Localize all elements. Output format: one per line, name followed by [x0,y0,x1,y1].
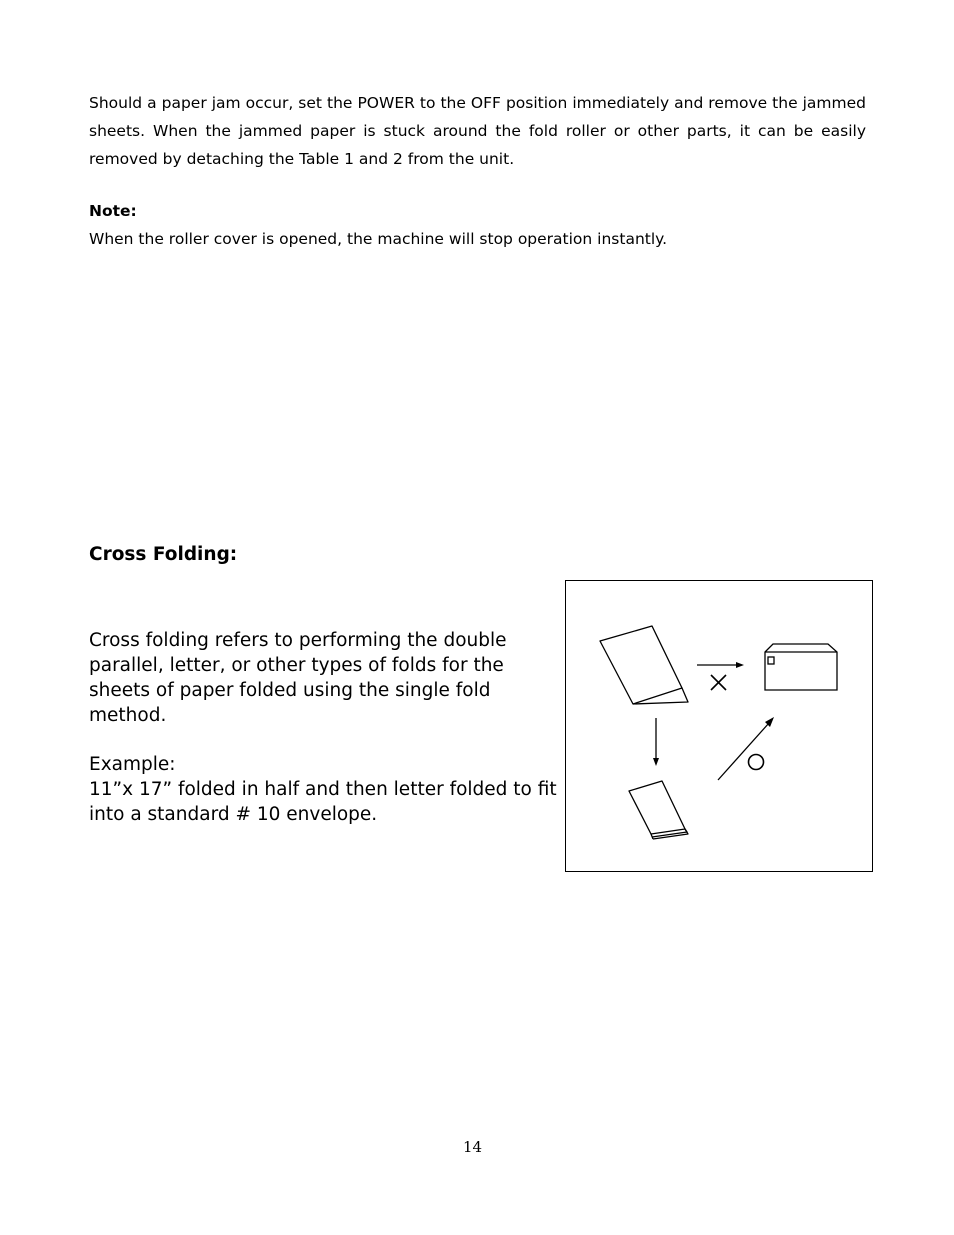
letter-folded-sheet-icon [629,781,688,839]
note-label: Note: [89,202,137,220]
cross-folding-figure [565,580,873,872]
arrow-icon [718,717,774,780]
cross-folding-heading: Cross Folding: [89,544,238,565]
half-folded-sheet-icon [600,626,688,704]
cross-folding-illustration [566,581,874,873]
example-text: 11”x 17” folded in half and then letter folded to fit into a standard # 10 envelope. [89,779,557,825]
cross-folding-description: Cross folding refers to performing the double parallel, letter, or other types of folds for the sheets of paper folded using the single fold method. [89,630,507,726]
example-label: Example: [89,754,176,775]
paper-jam-paragraph: Should a paper jam occur, set the POWER to the OFF position immediately and remove the jammed sheets. When the jammed paper is stuck around the fold roller or other parts, it can be easily removed by detaching the Table 1 and 2 from the unit. [89,94,866,168]
circle-mark-icon [749,755,764,770]
page-number: 14 [462,1138,483,1156]
envelope-icon [765,644,837,690]
arrow-icon [697,662,744,668]
cross-mark-icon [711,675,726,690]
arrow-icon [653,718,659,766]
note-text: When the roller cover is opened, the machine will stop operation instantly. [89,230,668,248]
